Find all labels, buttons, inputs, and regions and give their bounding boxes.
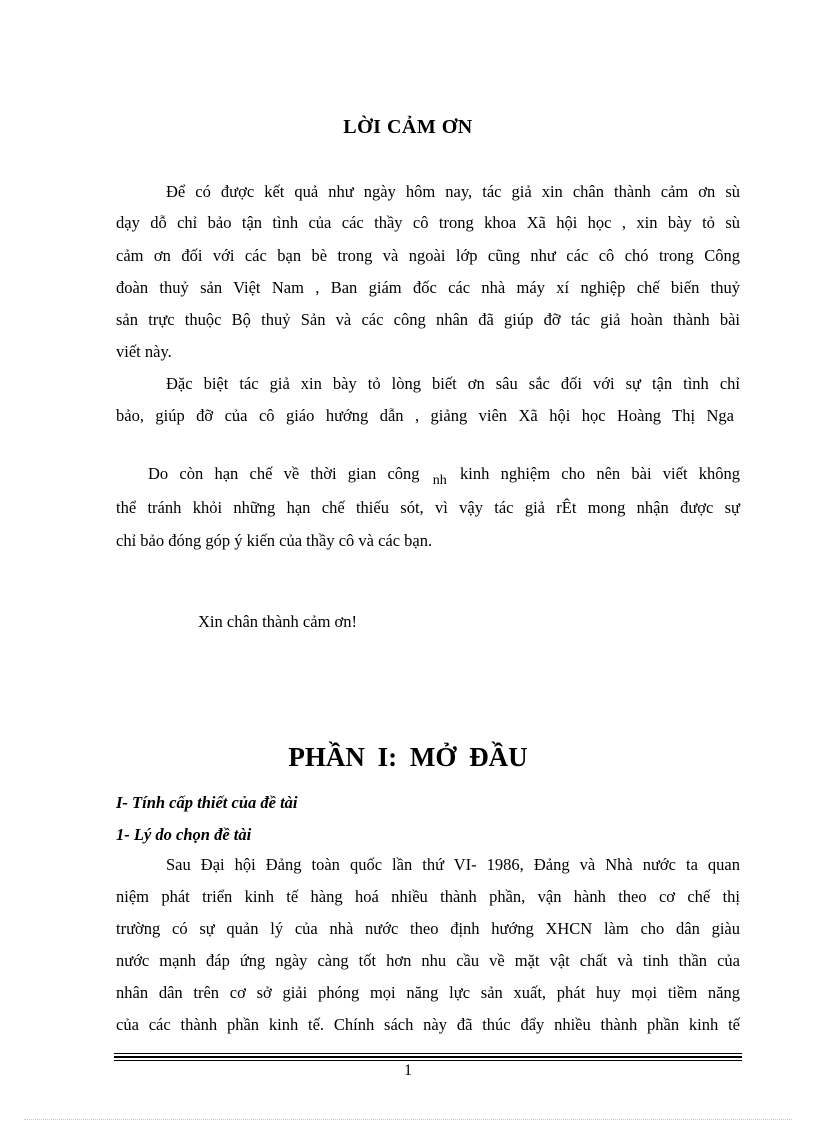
para1-line-6: viết này.: [116, 342, 172, 361]
closing-line: Xin chân thành cảm ơn!: [198, 612, 358, 631]
para2-line-1: Đặc biệt tác giả xin bày tỏ lòng biết ơn sâu sắc đối với sự tận tình chỉ: [166, 374, 740, 393]
subsection-heading: 1- Lý do chọn đề tài: [116, 825, 252, 844]
para3-line-3: chỉ bảo đóng góp ý kiến của thầy cô và các bạn.: [116, 531, 433, 550]
body-line-1: Sau Đại hội Đảng toàn quốc lần thứ VI- 1986, Đảng và Nhà nước ta quan: [166, 855, 740, 874]
para1-line-5: sản trực thuộc Bộ thuỷ Sản và các công nhân đã giúp đỡ tác giả hoàn thành bài: [116, 310, 740, 329]
footer-rule-thin-bottom: [114, 1060, 742, 1061]
para1-line-1: Để có được kết quả như ngày hôm nay, tác giả xin chân thành cảm ơn sù: [166, 182, 740, 201]
para2-line-2: bảo, giúp đỡ của cô giáo hướng dẫn , giảng viên Xã hội học Hoàng Thị Nga: [116, 406, 734, 425]
para1-line-2: dạy dỗ chỉ bảo tận tình của các thầy cô trong khoa Xã hội học , xin bày tỏ sù: [116, 213, 740, 232]
para3-start: Do còn hạn chế về thời gian công: [148, 464, 420, 483]
para3-rest: kinh nghiệm cho nên bài viết không: [460, 464, 741, 483]
acknowledgement-title: LỜI CẢM ƠN: [343, 116, 473, 138]
para1-line-3: cảm ơn đối với các bạn bè trong và ngoài lớp cũng như các cô chó trong Công: [116, 246, 740, 265]
body-line-5: nhân dân trên cơ sở giải phóng mọi năng lực sản xuất, phát huy mọi tiềm năng: [116, 983, 740, 1002]
para1-line-4: đoàn thuỷ sản Việt Nam , Ban giám đốc các nhà máy xí nghiệp chế biến thuỷ: [116, 278, 740, 297]
body-line-6: của các thành phần kinh tế. Chính sách này đã thúc đẩy nhiều thành phần kinh tế: [116, 1015, 740, 1034]
page-edge-divider: [24, 1119, 792, 1120]
body-line-2: niệm phát triển kinh tế hàng hoá nhiều thành phần, vận hành theo cơ chế thị: [116, 887, 740, 906]
section-heading: I- Tính cấp thiết của đề tài: [116, 793, 298, 812]
para3-sub: nh: [432, 473, 447, 488]
page-number: 1: [404, 1062, 412, 1079]
body-line-3: trường có sự quản lý của nhà nước theo định hướng XHCN làm cho dân giàu: [116, 919, 740, 938]
body-line-4: nước mạnh đáp ứng ngày càng tốt hơn nhu cầu về mặt vật chất và tinh thần của: [116, 951, 740, 970]
part-heading: PHẦN I: MỞ ĐẦU: [288, 742, 528, 772]
para3-line-1: [148, 463, 740, 492]
footer-rule-thick: [114, 1056, 742, 1058]
para3-line-2: thể tránh khỏi những hạn chế thiếu sót, vì vậy tác giả rÊt mong nhận được sự: [116, 498, 740, 517]
footer-rule-thin-top: [114, 1053, 742, 1054]
